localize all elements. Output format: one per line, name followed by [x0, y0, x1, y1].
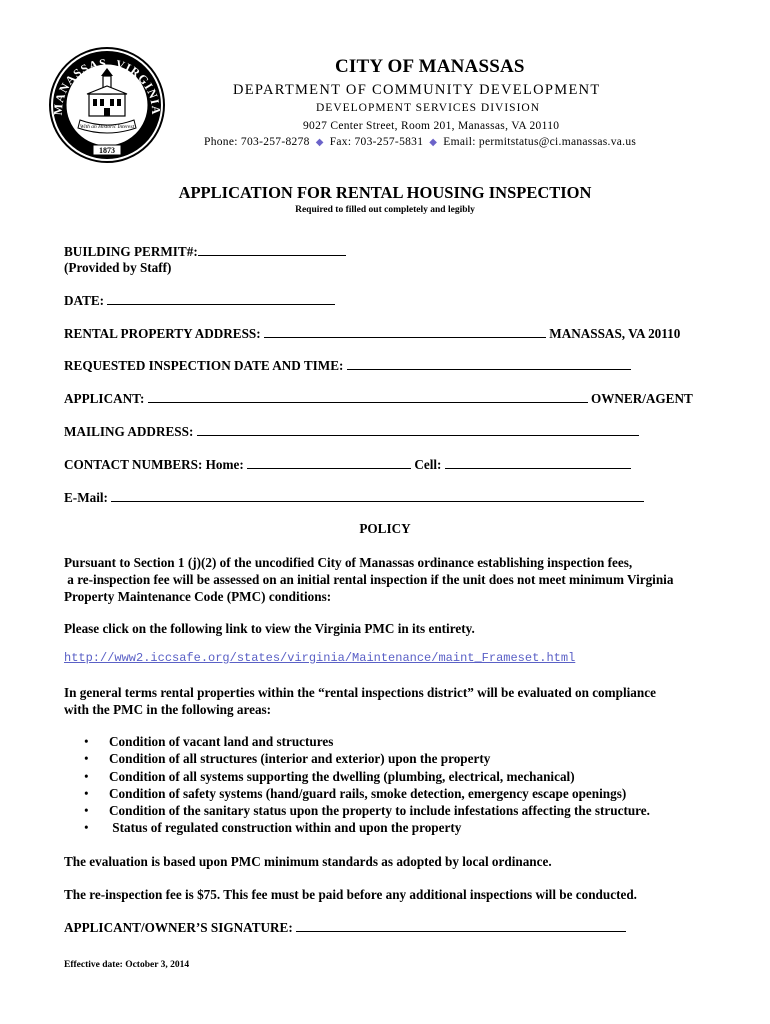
mailing-address-input[interactable]: [197, 423, 639, 436]
building-permit-label: BUILDING PERMIT#:: [64, 244, 198, 259]
home-phone-input[interactable]: [247, 456, 411, 469]
policy-line: Property Maintenance Code (PMC) conditions:: [64, 589, 332, 604]
evaluation-intro: [64, 684, 724, 718]
signature-field: [64, 919, 626, 936]
pmc-link[interactable]: http://www2.iccsafe.org/states/virginia/Maintenance/maint_Frameset.html: [64, 651, 576, 665]
pmc-link-instruction: Please click on the following link to view the Virginia PMC in its entirety.: [64, 621, 475, 636]
mailing-address-label: MAILING ADDRESS:: [64, 424, 194, 439]
list-item: • Condition of vacant land and structures: [84, 733, 650, 750]
contact-home-label: CONTACT NUMBERS: Home:: [64, 457, 244, 472]
form-subtitle: Required to filled out completely and legibly: [295, 205, 475, 215]
evaluation-standard: The evaluation is based upon PMC minimum standards as adopted by local ordinance.: [64, 854, 552, 869]
list-item: • Condition of the sanitary status upon the property to include infestations affecting the structure.: [84, 802, 650, 819]
email-label: E-Mail:: [64, 490, 108, 505]
form-title: APPLICATION FOR RENTAL HOUSING INSPECTION: [178, 183, 592, 202]
evaluation-intro-line: In general terms rental properties within the “rental inspections district” will be evaluated on compliance: [64, 685, 656, 700]
policy-paragraph: [64, 554, 744, 605]
signature-input[interactable]: [296, 919, 626, 932]
svg-text:1873: 1873: [99, 146, 115, 155]
list-item: • Condition of all structures (interior and exterior) upon the property: [84, 750, 650, 767]
owner-agent-label: OWNER/AGENT: [590, 391, 693, 406]
policy-heading: POLICY: [359, 521, 411, 536]
date-label: DATE:: [64, 293, 105, 308]
applicant-label: APPLICANT:: [64, 391, 145, 406]
requested-inspection-input[interactable]: [347, 357, 631, 370]
office-address: 9027 Center Street, Room 201, Manassas, VA 20110: [303, 120, 560, 132]
provided-by-staff-note: (Provided by Staff): [64, 260, 172, 275]
email-address: Email: permitstatus@ci.manassas.va.us: [443, 136, 637, 148]
evaluation-intro-line: with the PMC in the following areas:: [64, 702, 272, 717]
applicant-field: [64, 390, 693, 407]
diamond-icon: ◆: [429, 137, 438, 148]
city-seal-logo: [48, 46, 166, 164]
evaluation-areas-list: [84, 733, 650, 837]
signature-label: APPLICANT/OWNER’S SIGNATURE:: [64, 920, 293, 935]
rental-address-city: MANASSAS, VA 20110: [549, 326, 681, 341]
svg-text:★: ★: [70, 104, 77, 112]
diamond-icon: ◆: [315, 137, 324, 148]
policy-line: Pursuant to Section 1 (j)(2) of the uncodified City of Manassas ordinance establishing inspection fees,: [64, 555, 633, 570]
department-name: DEPARTMENT OF COMMUNITY DEVELOPMENT: [233, 82, 601, 98]
contact-line: [204, 136, 636, 148]
list-item: • Condition of safety systems (hand/guard rails, smoke detection, emergency escape openings): [84, 785, 650, 802]
contact-numbers-field: [64, 456, 631, 473]
applicant-input[interactable]: [148, 390, 502, 403]
mailing-address-field: [64, 423, 639, 440]
effective-date: Effective date: October 3, 2014: [64, 960, 190, 970]
list-item: • Status of regulated construction within and upon the property: [84, 819, 650, 836]
cell-label: Cell:: [414, 457, 442, 472]
fax-number: Fax: 703-257-5831: [329, 136, 424, 148]
rental-address-input[interactable]: [264, 325, 546, 338]
date-field: [64, 292, 335, 309]
svg-text:MANASSAS, VIRGINIA: MANASSAS, VIRGINIA: [50, 55, 164, 116]
phone-number: Phone: 703-257-8278: [204, 136, 310, 148]
svg-text:With an Historic Interest: With an Historic Interest: [79, 124, 135, 130]
requested-inspection-label: REQUESTED INSPECTION DATE AND TIME:: [64, 358, 344, 373]
policy-line: a re-inspection fee will be assessed on an initial rental inspection if the unit does not meet minimum Virginia: [64, 572, 674, 587]
list-item: • Condition of all systems supporting the dwelling (plumbing, electrical, mechanical): [84, 768, 650, 785]
svg-text:★: ★: [137, 104, 144, 112]
date-input[interactable]: [107, 292, 335, 305]
city-name: CITY OF MANASSAS: [335, 56, 525, 77]
requested-inspection-field: [64, 357, 631, 374]
reinspection-fee: The re-inspection fee is $75. This fee must be paid before any additional inspections will be conducted.: [64, 887, 637, 902]
building-permit-input[interactable]: [198, 243, 346, 256]
applicant-role-input[interactable]: [502, 390, 588, 403]
email-input[interactable]: [111, 489, 644, 502]
cell-phone-input[interactable]: [445, 456, 631, 469]
building-permit-field: [64, 243, 346, 260]
rental-address-label: RENTAL PROPERTY ADDRESS:: [64, 326, 261, 341]
email-field: [64, 489, 644, 506]
division-name: DEVELOPMENT SERVICES DIVISION: [316, 102, 541, 114]
rental-address-field: [64, 325, 680, 342]
